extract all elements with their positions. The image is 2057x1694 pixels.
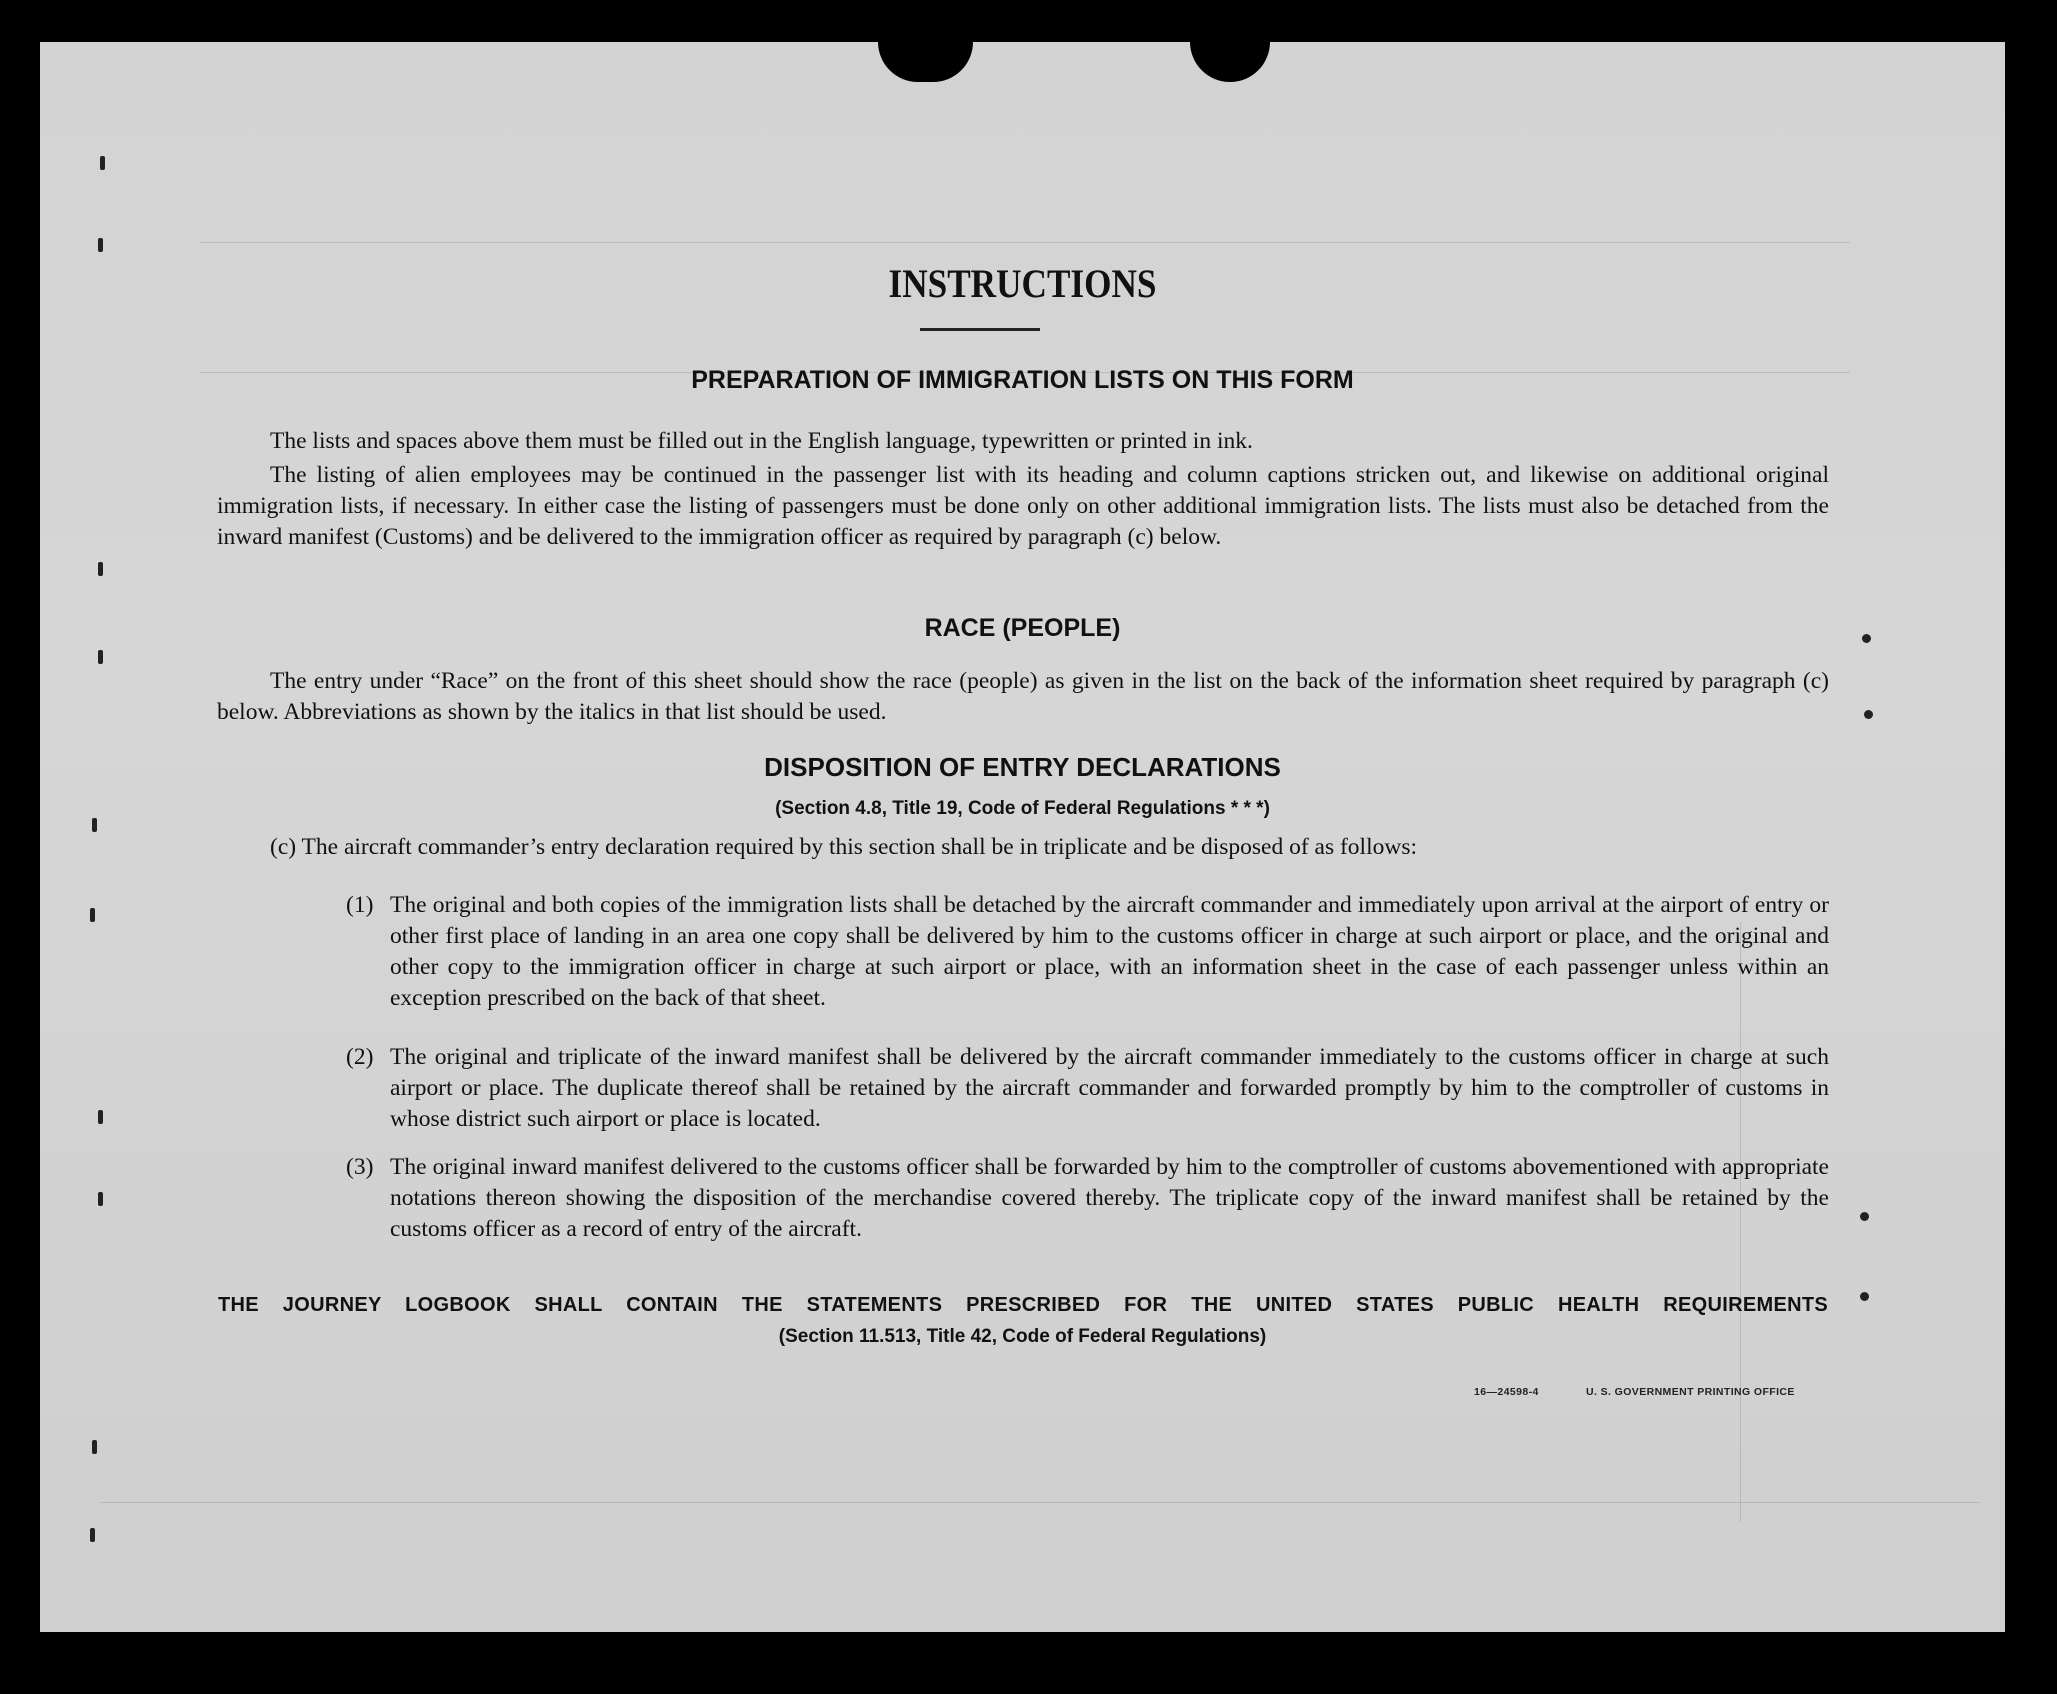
- paragraph-text: The entry under “Race” on the front of this sheet should show the race (people) as given in the list on the back of the information sheet required by paragraph (c) below. Abbreviations as shown by the italics in that list should be used.: [217, 668, 1829, 725]
- section-citation: (Section 4.8, Title 19, Code of Federal Regulations * * *): [775, 798, 1270, 819]
- torn-notch-left: [878, 42, 973, 82]
- section-heading-disposition: DISPOSITION OF ENTRY DECLARATIONS: [764, 752, 1281, 782]
- paragraph-text: The listing of alien employees may be continued in the passenger list with its heading and column captions stricken out, and likewise on additional original immigration lists, if necessary. In either case the listing of passengers must be done only on other additional immigration lists. The lists must also be detached from the inward manifest (Customs) and be delivered to the immigration officer as required by paragraph (c) below.: [217, 462, 1829, 550]
- page-title: INSTRUCTIONS: [888, 261, 1157, 306]
- item-number: (2): [346, 1044, 374, 1070]
- punch-mark: [90, 908, 95, 922]
- item-number: (3): [346, 1154, 374, 1180]
- torn-notch-right: [1190, 42, 1270, 82]
- footer-citation: (Section 11.513, Title 42, Code of Federal Regulations): [778, 1326, 1267, 1347]
- punch-mark: [98, 650, 103, 664]
- intro-text: The aircraft commander’s entry declaration required by this section shall be in triplicate and be disposed of as follows:: [301, 834, 1418, 860]
- section-heading-preparation: PREPARATION OF IMMIGRATION LISTS ON THIS FORM: [691, 366, 1354, 394]
- bleed-through-rule: [200, 242, 1850, 243]
- list-item: [346, 890, 1829, 1014]
- punch-mark: [92, 1440, 97, 1454]
- paragraph-alien-employees: [217, 460, 1829, 553]
- item-text: The original inward manifest delivered to the customs officer shall be forwarded by him to the comptroller of customs abovementioned with appropriate notations thereon showing the disposition of the merchandise covered thereby. The triplicate copy of the inward manifest shall be retained by the customs officer as a record of entry of the aircraft.: [390, 1154, 1829, 1242]
- public-health-statement: THE JOURNEY LOGBOOK SHALL CONTAIN THE STATEMENTS PRESCRIBED FOR THE UNITED STATES PUBLIC HEALTH REQUIREMENTS: [218, 1294, 1828, 1316]
- punch-mark: [100, 156, 105, 170]
- punch-mark: [90, 1528, 95, 1542]
- punch-mark: [92, 818, 97, 832]
- title-underline: [920, 328, 1040, 331]
- paragraph-race: [217, 666, 1829, 728]
- punch-mark: [98, 562, 103, 576]
- paragraph-intro-c: [270, 832, 1830, 863]
- bleed-through-rule: [100, 1502, 1980, 1503]
- item-number: (1): [346, 892, 374, 918]
- punch-mark: [98, 1110, 103, 1124]
- form-number: 16—24598-4: [1474, 1386, 1539, 1398]
- printer-imprint: U. S. GOVERNMENT PRINTING OFFICE: [1586, 1386, 1795, 1398]
- ink-dot: [1860, 1292, 1869, 1301]
- ink-dot: [1860, 1212, 1869, 1221]
- document-page: [40, 42, 2005, 1632]
- punch-mark: [98, 1192, 103, 1206]
- item-text: The original and both copies of the immigration lists shall be detached by the aircraft commander and immediately upon arrival at the airport of entry or other first place of landing in an area one copy shall be delivered by him to the customs officer in charge at such airport or place, and the original and other copy to the immigration officer in charge at such airport or place, with an information sheet in the case of each passenger unless within an exception prescribed on the back of that sheet.: [390, 892, 1829, 1011]
- punch-mark: [98, 238, 103, 252]
- paragraph-english-language: [217, 426, 1829, 457]
- paragraph-text: The lists and spaces above them must be filled out in the English language, typewritten or printed in ink.: [270, 428, 1253, 454]
- section-heading-race: RACE (PEOPLE): [924, 614, 1121, 642]
- item-text: The original and triplicate of the inward manifest shall be delivered by the aircraft commander immediately to the customs officer in charge at such airport or place. The duplicate thereof shall be retained by the aircraft commander and forwarded promptly by him to the comptroller of customs in whose district such airport or place is located.: [390, 1044, 1829, 1132]
- list-item: [346, 1042, 1829, 1135]
- intro-label: (c): [270, 834, 297, 860]
- list-item: [346, 1152, 1829, 1245]
- ink-dot: [1864, 710, 1873, 719]
